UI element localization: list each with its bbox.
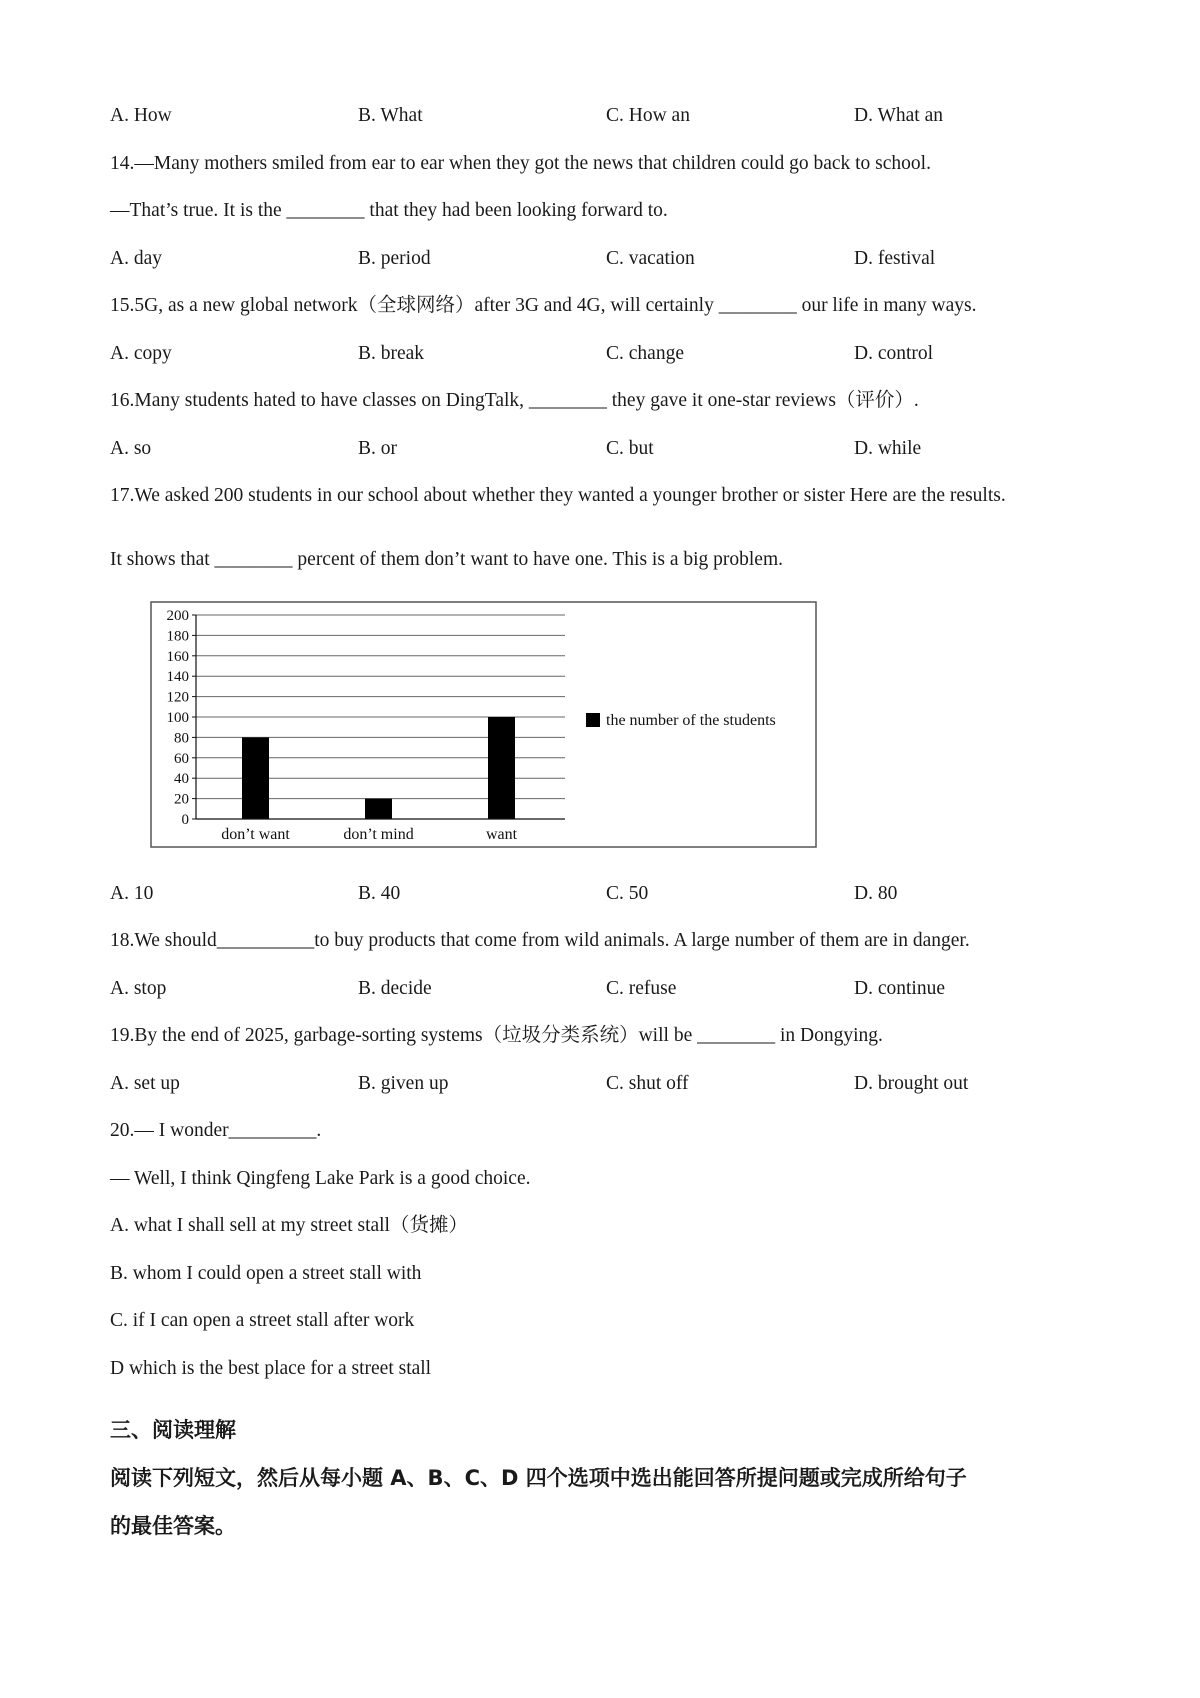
q20-option-d: D which is the best place for a street stall (110, 1358, 432, 1379)
q20-reply: — Well, I think Qingfeng Lake Park is a good choice. (110, 1168, 531, 1189)
q17-stem: 17.We asked 200 students in our school about whether they wanted a younger brother or sister Here are the results. (110, 485, 1006, 506)
option-a: A. copy (110, 343, 172, 364)
y-tick-label: 120 (166, 689, 189, 706)
option-d: D. while (854, 438, 922, 459)
y-tick-label: 140 (166, 669, 189, 686)
option-d: D. What an (854, 105, 943, 126)
option-b: B. or (358, 438, 397, 459)
option-b: B. period (358, 248, 431, 269)
option-b: B. What (358, 105, 423, 126)
y-tick-label: 20 (174, 791, 189, 808)
q18-stem: 18.We should__________to buy products that come from wild animals. A large number of them are in danger. (110, 930, 970, 951)
option-d: D. festival (854, 248, 936, 269)
q18-options (110, 975, 1110, 1003)
legend-label: the number of the students (606, 712, 776, 729)
option-a: A. day (110, 248, 162, 269)
option-c: C. change (606, 343, 684, 364)
q14-stem: 14.—Many mothers smiled from ear to ear when they got the news that children could go back to school. (110, 153, 931, 174)
option-d: D. brought out (854, 1073, 969, 1094)
option-d: D. 80 (854, 883, 898, 904)
option-a: A. How (110, 105, 172, 126)
option-b: B. given up (358, 1073, 449, 1094)
section-heading: 三、阅读理解 (110, 1418, 236, 1442)
q17-stem-continued: It shows that ________ percent of them don’t want to have one. This is a big problem. (110, 549, 783, 570)
option-c: C. refuse (606, 978, 677, 999)
option-b: B. decide (358, 978, 432, 999)
legend-swatch (586, 713, 600, 727)
option-c: C. shut off (606, 1073, 689, 1094)
y-tick-label: 0 (181, 812, 189, 828)
option-c: C. How an (606, 105, 690, 126)
chart-svg (150, 601, 817, 848)
bar (242, 737, 269, 819)
q20-option-a: A. what I shall sell at my street stall（货摊） (110, 1215, 468, 1236)
results-bar-chart (150, 601, 817, 848)
q19-options (110, 1070, 1110, 1098)
option-c: C. vacation (606, 248, 695, 269)
option-a: A. set up (110, 1073, 180, 1094)
category-label: don’t want (221, 826, 290, 843)
chart-legend (586, 712, 776, 729)
bar (488, 717, 515, 819)
y-tick-label: 80 (174, 730, 189, 747)
q19-stem: 19.By the end of 2025, garbage-sorting systems（垃圾分类系统）will be ________ in Dongying. (110, 1025, 883, 1046)
option-d: D. continue (854, 978, 945, 999)
y-tick-label: 100 (166, 710, 189, 726)
option-d: D. control (854, 343, 934, 364)
q16-options (110, 435, 1110, 463)
option-a: A. stop (110, 978, 167, 999)
q14-reply: —That’s true. It is the ________ that they had been looking forward to. (110, 200, 668, 221)
q20-option-b: B. whom I could open a street stall with (110, 1263, 422, 1284)
option-c: C. 50 (606, 883, 649, 904)
q20-option-c: C. if I can open a street stall after work (110, 1310, 415, 1331)
bar (365, 799, 392, 819)
y-tick-label: 160 (166, 648, 189, 665)
option-c: C. but (606, 438, 654, 459)
y-tick-label: 180 (166, 628, 189, 645)
y-tick-label: 40 (174, 771, 189, 788)
q13-options (110, 102, 1110, 130)
q14-options (110, 245, 1110, 273)
y-tick-label: 200 (166, 608, 189, 624)
category-label: want (485, 826, 518, 843)
option-a: A. so (110, 438, 152, 459)
q15-stem: 15.5G, as a new global network（全球网络）after 3G and 4G, will certainly ________ our life in many ways. (110, 295, 977, 316)
q15-options (110, 340, 1110, 368)
category-label: don’t mind (343, 826, 414, 843)
section-instruction-line1: 阅读下列短文，然后从每小题 A、B、C、D 四个选项中选出能回答所提问题或完成所给句子 (110, 1466, 967, 1490)
section-instruction-line2: 的最佳答案。 (110, 1514, 236, 1538)
q20-stem: 20.— I wonder_________. (110, 1120, 322, 1141)
option-b: B. 40 (358, 883, 401, 904)
option-b: B. break (358, 343, 425, 364)
y-tick-label: 60 (174, 750, 189, 767)
q16-stem: 16.Many students hated to have classes on DingTalk, ________ they gave it one-star reviews（评价）. (110, 390, 919, 411)
q17-options (110, 880, 1110, 908)
option-a: A. 10 (110, 883, 154, 904)
